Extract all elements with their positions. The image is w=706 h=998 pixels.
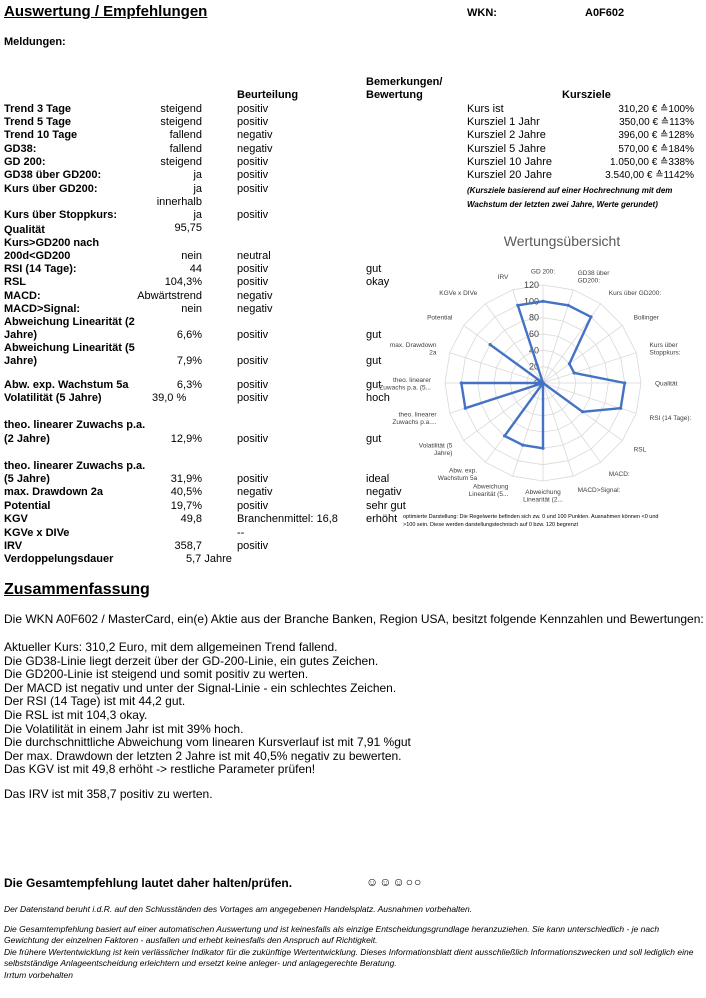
summary-title: Zusammenfassung — [4, 581, 150, 598]
row-remark: gut — [366, 355, 382, 367]
row-value: innerhalb — [156, 196, 202, 208]
radar-axis-label: Abweichung Linearität (5... — [468, 483, 509, 498]
row-rating: positiv — [237, 433, 269, 445]
radar-point — [460, 381, 463, 384]
row-label: RSI (14 Tage): — [4, 263, 77, 275]
row-rating: positiv — [237, 103, 269, 115]
row-label: theo. linearer Zuwachs p.a. — [4, 460, 146, 472]
row-label: Kurs über GD200: — [4, 183, 98, 195]
page-title: Auswertung / Empfehlungen — [4, 3, 208, 20]
kursziel-label: Kursziel 1 Jahr — [467, 116, 540, 128]
row-label: MACD>Signal: — [4, 303, 81, 315]
row-remark: gut — [366, 329, 382, 341]
row-label: Trend 3 Tage — [4, 103, 72, 115]
row-value: 95,75 — [174, 222, 202, 234]
radar-axis-label: Kurs über GD200: — [608, 289, 662, 297]
row-value: 31,9% — [170, 473, 202, 485]
row-rating: negativ — [237, 143, 273, 155]
summary-intro: Die WKN A0F602 / MasterCard, ein(e) Aktie aus der Branche Banken, Region USA, besitzt folgende Kennzahlen und Bewertungen: — [4, 612, 704, 626]
kursziel-label: Kursziel 10 Jahre — [467, 156, 552, 168]
kursziel-value: 1.050,00 € ≙338% — [610, 157, 694, 168]
radar-spoke — [464, 383, 543, 441]
radar-axis-label: MACD>Signal: — [577, 487, 621, 494]
summary-line: Die RSL ist mit 104,3 okay. — [4, 707, 148, 722]
radar-point — [581, 410, 584, 413]
radar-point — [573, 371, 576, 374]
radar-point — [619, 407, 622, 410]
radar-axis-label: max. Drawdown 2a — [389, 342, 437, 357]
kursziel-value: 350,00 € ≙113% — [619, 117, 694, 128]
row-label: IRV — [4, 540, 23, 552]
row-label: max. Drawdown 2a — [4, 486, 104, 498]
row-label: KGV — [4, 513, 28, 525]
row-label: GD38: — [4, 143, 37, 155]
row-label: Jahre) — [4, 329, 38, 341]
row-rating: negativ — [237, 290, 273, 302]
row-label: (2 Jahre) — [4, 433, 50, 445]
row-value: 358,7 — [174, 540, 202, 552]
kursziel-value: 3.540,00 € ≙1142% — [605, 170, 694, 181]
column-bemerkungen-line2: Bewertung — [366, 89, 423, 101]
row-value: ja — [193, 183, 202, 195]
radar-axis-label: Abw. exp. Wachstum 5a — [437, 467, 478, 482]
kursziel-label: Kursziel 2 Jahre — [467, 129, 546, 141]
summary-lines — [4, 641, 411, 777]
row-value: nein — [181, 303, 202, 315]
row-remark: negativ — [366, 486, 402, 498]
radar-tick-label: 20 — [528, 361, 539, 372]
row-label: Qualität — [4, 224, 45, 236]
radar-axis-label: Potential — [427, 314, 453, 322]
row-value: Abwärtstrend — [137, 290, 202, 302]
summary-line: Die GD38-Linie liegt derzeit über der GD-200-Linie, ein gutes Zeichen. — [4, 653, 379, 668]
radar-axis-label: RSI (14 Tage): — [649, 415, 692, 423]
row-rating: positiv — [237, 156, 269, 168]
radar-axis-label: IRV — [497, 274, 509, 281]
row-value: 40,5% — [170, 486, 202, 498]
row-label: MACD: — [4, 290, 41, 302]
row-label: RSL — [4, 276, 26, 288]
row-remark: erhöht — [366, 513, 398, 525]
row-rating: positiv — [237, 392, 269, 404]
row-value: 104,3% — [164, 276, 202, 288]
radar-axis-label: RSL — [633, 446, 647, 454]
radar-axis-label: Kurs über Stoppkurs: — [649, 342, 681, 357]
row-label: Kurs über Stoppkurs: — [4, 209, 118, 221]
row-value: 6,3% — [176, 379, 202, 391]
row-rating: positiv — [237, 183, 269, 195]
chart-note: >100 sein. Diese werden darstellungstechnisch auf 0 bzw. 120 begrenzt — [403, 522, 579, 528]
kursziel-value: 310,20 € ≙100% — [618, 104, 694, 115]
row-remark: sehr gut — [366, 500, 406, 512]
summary-line: Die Volatilität in einem Jahr ist mit 39% hoch. — [4, 721, 244, 736]
kursziele-note: Wachstum der letzten zwei Jahre, Werte gerundet) — [467, 200, 658, 209]
radar-point — [568, 362, 571, 365]
radar-point — [567, 304, 570, 307]
row-rating: positiv — [237, 355, 269, 367]
radar-point — [541, 447, 544, 450]
row-label: Abweichung Linearität (5 — [4, 342, 135, 354]
row-label: Kurs>GD200 nach — [4, 237, 100, 249]
radar-tick-label: 60 — [528, 329, 539, 339]
row-value: 39,0 % — [152, 392, 187, 404]
row-value: 44 — [189, 263, 202, 275]
radar-point — [503, 434, 506, 437]
kursziele-note: (Kursziele basierend auf einer Hochrechnung mit dem — [467, 186, 673, 195]
summary-line: Das KGV ist mit 49,8 erhöht -> restliche Parameter prüfen! — [4, 762, 316, 777]
row-value: nein — [181, 250, 202, 262]
kursziel-label: Kurs ist — [467, 103, 504, 115]
row-rating: neutral — [237, 250, 271, 262]
row-label: Abweichung Linearität (2 — [4, 316, 135, 328]
summary-line: Aktueller Kurs: 310,2 Euro, mit dem allgemeinen Trend fallend. — [4, 640, 338, 654]
row-value: 49,8 — [180, 513, 202, 525]
footer-line: Die frühere Wertentwicklung ist kein verlässlicher Indikator für die zukünftige Wertentwicklung. Dieses Informationsblatt dient ausschließlich Informationszwecken und soll lediglich eine selbstständige Anlageentscheidung erleichtern und ersetzt keine anleger- und anlagegerechte Beratung. — [4, 947, 694, 968]
footer-line: Irrtum vorbehalten — [4, 970, 73, 980]
radar-axis-label: theo. linearer Zuwachs p.a.... — [392, 411, 437, 426]
radar-point — [623, 381, 626, 384]
row-rating: negativ — [237, 486, 273, 498]
footer-line: Der Datenstand beruht i.d.R. auf den Schlusständen des Vortages am angegebenen Handelsplatz. Ausnahmen vorbehalten. — [4, 904, 473, 914]
column-beurteilung: Beurteilung — [237, 89, 299, 101]
radar-axis-label: KGVe x DIVe — [439, 289, 478, 297]
row-label: (5 Jahre) — [4, 473, 50, 485]
row-value: steigend — [160, 103, 202, 115]
radar-point — [541, 381, 544, 384]
smiley-rating-icon: ☺☺☺○○ — [366, 875, 423, 889]
row-remark: hoch — [366, 392, 390, 404]
row-rating: positiv — [237, 276, 269, 288]
row-rating: positiv — [237, 540, 269, 552]
row-value: ja — [193, 209, 202, 221]
footer-line: Die Gesamtempfehlung basiert auf einer automatischen Auswertung und ist keinesfalls als einzige Entscheidungsgrundlage heranzuziehen. Sie kann unterschiedlich - je nach Gewichtung der einzelnen Faktoren - ausfallen und erhebt keinesfalls den Anspruch auf Richtigkeit. — [4, 924, 660, 945]
row-value: 5,7 Jahre — [186, 553, 232, 565]
row-remark: gut — [366, 379, 382, 391]
row-value: 7,9% — [176, 355, 202, 367]
row-remark: gut — [366, 433, 382, 445]
summary-line: Der MACD ist negativ und unter der Signal-Linie - ein schlechtes Zeichen. — [4, 680, 397, 695]
column-bemerkungen-line1: Bemerkungen/ — [366, 76, 443, 88]
row-label: 200d<GD200 — [4, 250, 71, 262]
row-remark: okay — [366, 276, 390, 288]
radar-spoke — [543, 383, 601, 462]
kursziel-label: Kursziel 5 Jahre — [467, 143, 546, 155]
row-rating: positiv — [237, 379, 269, 391]
row-value: 12,9% — [170, 433, 202, 445]
row-value: fallend — [169, 143, 202, 155]
row-value: steigend — [160, 116, 202, 128]
row-rating: positiv — [237, 263, 269, 275]
radar-point — [541, 300, 544, 303]
summary-line: Die GD200-Linie ist steigend und somit positiv zu werten. — [4, 667, 309, 682]
row-label: GD38 über GD200: — [4, 169, 102, 181]
row-remark: ideal — [366, 473, 390, 485]
summary-line: Der RSI (14 Tage) ist mit 44,2 gut. — [4, 694, 186, 709]
radar-axis-label: theo. linearer Zuwachs p.a. (5... — [379, 376, 431, 392]
row-label: GD 200: — [4, 156, 46, 168]
radar-tick-label: 100 — [523, 296, 539, 307]
summary-line: Die durchschnittliche Abweichung vom linearen Kursverlauf ist mit 7,91 %gut — [4, 735, 411, 750]
meldungen-label: Meldungen: — [4, 36, 66, 48]
row-label: KGVe x DIVe — [4, 527, 70, 539]
row-rating: -- — [237, 527, 245, 539]
row-label: theo. linearer Zuwachs p.a. — [4, 419, 146, 431]
row-label: Abw. exp. Wachstum 5a — [4, 379, 129, 391]
radar-tick-label: 120 — [523, 280, 539, 290]
chart-title: Wertungsübersicht — [503, 233, 621, 249]
row-value: ja — [193, 169, 202, 181]
radar-spoke — [543, 304, 601, 383]
radar-point — [464, 407, 467, 410]
radar-point — [516, 304, 519, 307]
row-rating: Branchenmittel: 16,8 — [237, 513, 338, 525]
row-rating: positiv — [237, 500, 269, 512]
radar-point — [489, 343, 492, 346]
recommendation: Die Gesamtempfehlung lautet daher halten/prüfen. — [4, 876, 293, 890]
row-remark: gut — [366, 263, 382, 275]
radar-axis-label: Bollinger — [633, 314, 659, 322]
wkn-value: A0F602 — [585, 7, 625, 19]
radar-tick-label: 80 — [528, 312, 539, 323]
row-label: Potential — [4, 500, 51, 512]
column-kursziele: Kursziele — [562, 89, 611, 101]
wkn-label: WKN: — [467, 7, 497, 19]
row-value: fallend — [169, 129, 202, 141]
radar-tick-label: 40 — [528, 345, 539, 356]
row-value: 19,7% — [170, 500, 202, 512]
kursziel-value: 570,00 € ≙184% — [618, 144, 694, 155]
row-label: Volatilität (5 Jahre) — [4, 392, 102, 404]
radar-axis-label: GD 200: — [530, 268, 556, 276]
kursziel-value: 396,00 € ≙128% — [618, 130, 694, 141]
row-rating: positiv — [237, 116, 269, 128]
row-rating: positiv — [237, 209, 269, 221]
row-rating: positiv — [237, 329, 269, 341]
row-value: steigend — [160, 156, 202, 168]
chart-note: optimierte Darstellung: Die Regelwerte befinden sich zw. 0 und 100 Punkten. Ausnahmen können <0 und — [403, 514, 659, 520]
radar-axis-label: GD38 über GD200: — [577, 270, 610, 285]
row-rating: negativ — [237, 303, 273, 315]
summary-irv: Das IRV ist mit 358,7 positiv zu werten. — [4, 787, 213, 801]
row-label: Trend 5 Tage — [4, 116, 72, 128]
radar-axis-label: Qualität — [655, 380, 678, 388]
row-label: Jahre) — [4, 355, 38, 367]
row-label: Verdoppelungsdauer — [4, 553, 114, 565]
radar-axis-label: Abweichung Linearität (2... — [523, 488, 563, 504]
row-rating: negativ — [237, 129, 273, 141]
radar-axis-label: MACD: — [608, 471, 630, 479]
row-label: Trend 10 Tage — [4, 129, 78, 141]
radar-tick-label: 0 — [533, 378, 539, 388]
row-value: 6,6% — [176, 329, 202, 341]
kursziel-label: Kursziel 20 Jahre — [467, 169, 552, 181]
row-rating: positiv — [237, 473, 269, 485]
row-rating: positiv — [237, 169, 269, 181]
summary-line: Der max. Drawdown der letzten 2 Jahre ist mit 40,5% negativ zu bewerten. — [4, 748, 402, 763]
radar-point — [589, 315, 592, 318]
radar-axis-label: Volatilität (5 Jahre) — [418, 442, 453, 458]
radar-point — [521, 444, 524, 447]
